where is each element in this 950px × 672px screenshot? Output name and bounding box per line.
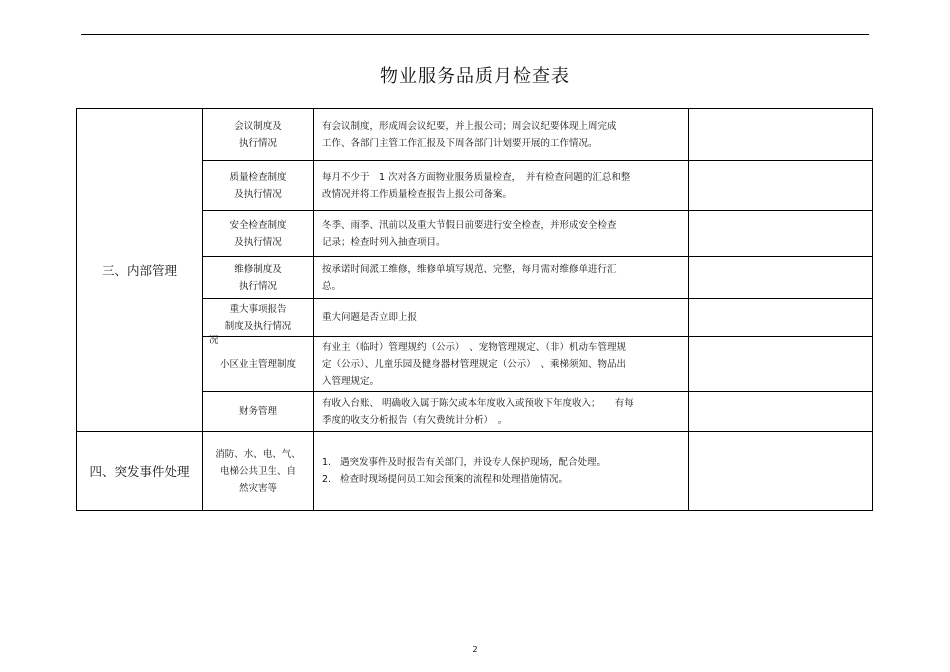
page-number: 2 [472, 645, 478, 654]
section-name: 三、内部管理 [77, 109, 203, 432]
check-item: 安全检查制度 及执行情况 [203, 211, 314, 257]
check-item: 财务管理 [203, 392, 314, 432]
check-standard [314, 432, 689, 511]
check-standard: 重大问题是否立即上报 [314, 299, 689, 337]
header-rule [81, 34, 869, 35]
check-item: 重大事项报告 制度及执行情况 [203, 299, 314, 337]
table-row [77, 109, 873, 161]
section-name: 四、突发事件处理 [77, 432, 203, 511]
result-cell[interactable] [689, 432, 873, 511]
check-standard: 冬季、雨季、汛前以及重大节假日前要进行安全检查，并形成安全检查 记录；检查时列入抽查项目。 [314, 211, 689, 257]
result-cell[interactable] [689, 257, 873, 299]
check-standard: 有收入台账、 明确收入属于陈欠或本年度收入或预收下年度收入； 有每 季度的收支分析报告（有欠费统计分析） 。 [314, 392, 689, 432]
result-cell[interactable] [689, 211, 873, 257]
result-cell[interactable] [689, 109, 873, 161]
table-row [77, 432, 873, 511]
check-standard: 有会议制度，形成周会议纪要，并上报公司；周会议纪要体现上周完成 工作、各部门主管工作汇报及下周各部门计划要开展的工作情况。 [314, 109, 689, 161]
result-cell[interactable] [689, 337, 873, 392]
check-standard: 每月不少于 1 次对各方面物业服务质量检查， 并有检查问题的汇总和整 改情况并将工作质量检查报告上报公司备案。 [314, 161, 689, 211]
check-standard: 按承诺时间派工维修，维修单填写规范、完整，每月需对维修单进行汇 总。 [314, 257, 689, 299]
result-cell[interactable] [689, 161, 873, 211]
stray-char: 况 [209, 335, 219, 346]
result-cell[interactable] [689, 299, 873, 337]
check-item: 会议制度及 执行情况 [203, 109, 314, 161]
check-item: 消防、水、电、气、 电梯公共卫生、自 然灾害等 [203, 432, 314, 511]
inspection-table [76, 108, 873, 511]
check-item: 维修制度及 执行情况 [203, 257, 314, 299]
page-title: 物业服务品质月检查表 [380, 66, 570, 87]
list-item: 1. 遇突发事件及时报告有关部门，并设专人保护现场，配合处理。 [322, 457, 607, 468]
result-cell[interactable] [689, 392, 873, 432]
list-item: 2. 检查时现场提问员工知会预案的流程和处理措施情况。 [322, 474, 569, 485]
check-item: 况 小区业主管理制度 [203, 337, 314, 392]
check-item: 质量检查制度 及执行情况 [203, 161, 314, 211]
check-standard: 有业主（临时）管理规约（公示） 、宠物管理规定、（非）机动车管理规 定（公示）、儿童乐园及健身器材管理规定（公示） 、乘梯须知、物品出 入管理规定。 [314, 337, 689, 392]
